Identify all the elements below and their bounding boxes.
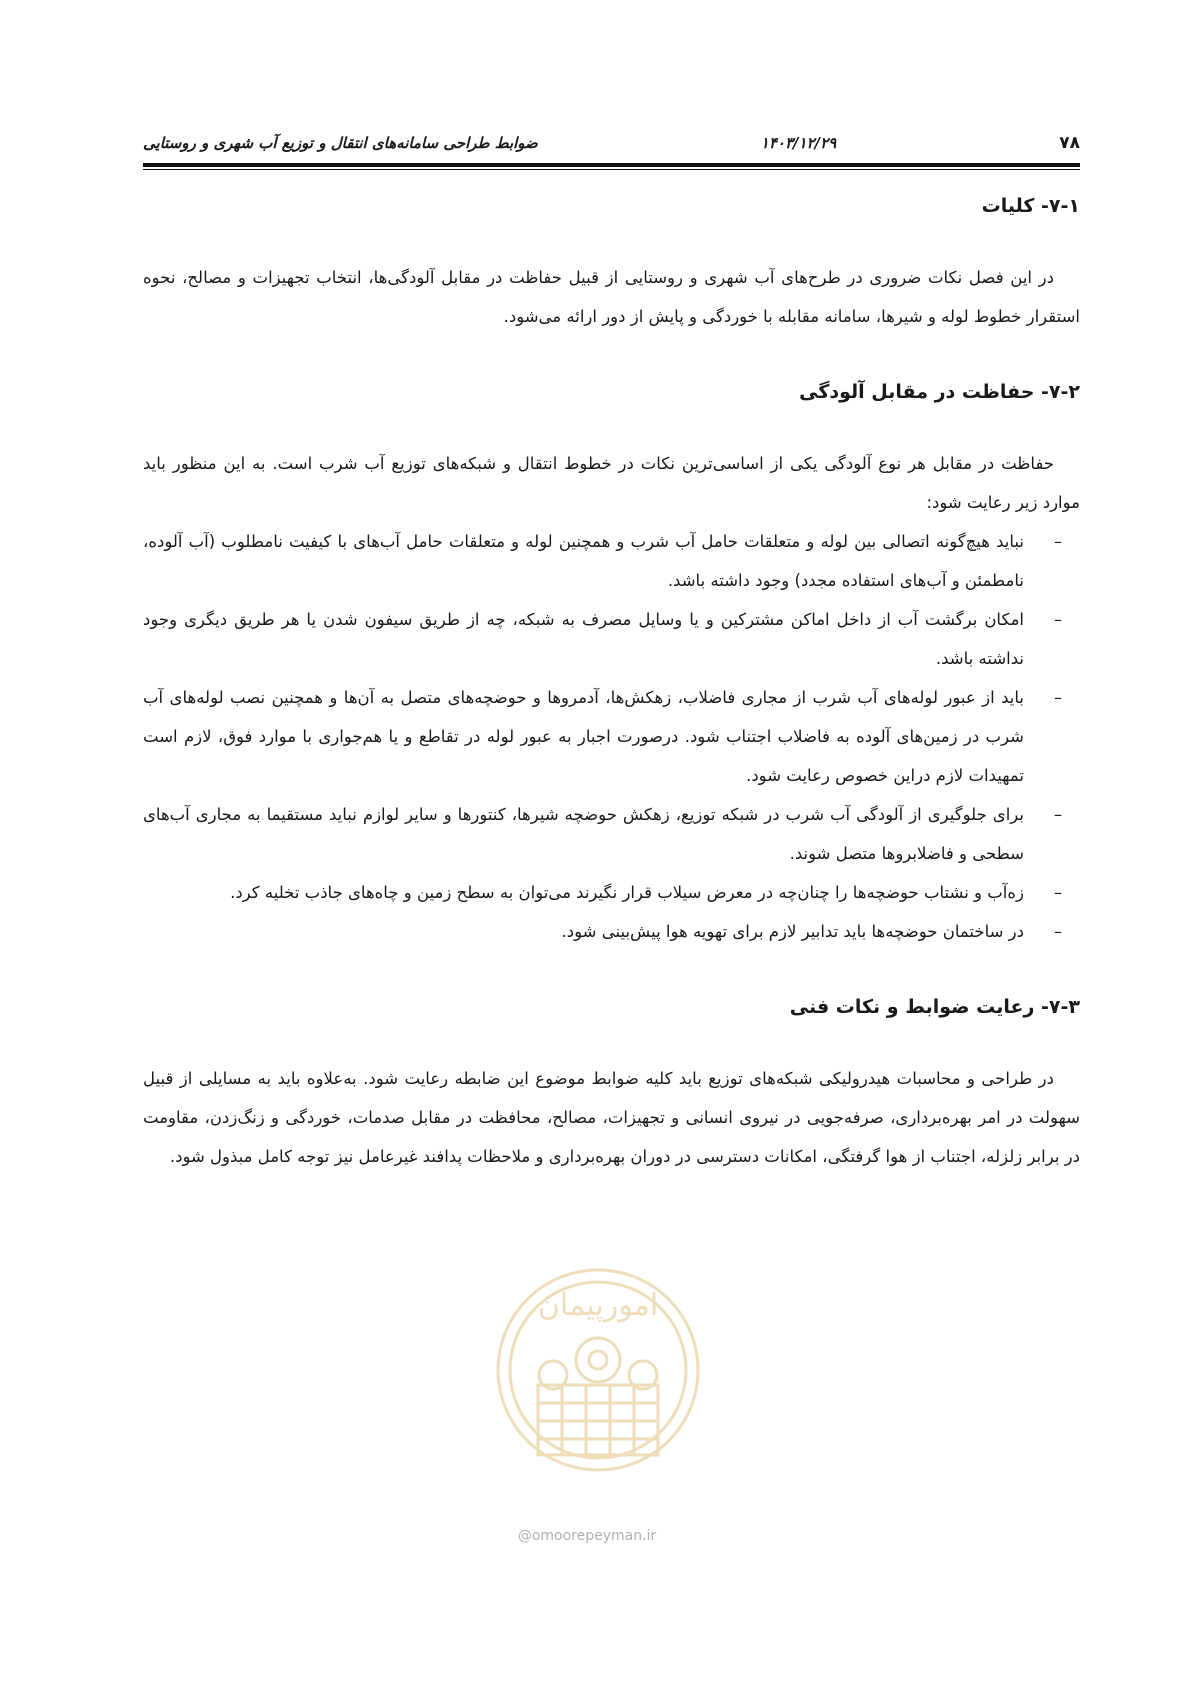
watermark-logo-text: امورپیمان [537, 1288, 659, 1323]
list-item [143, 912, 1080, 951]
list-item-text: نباید هیچ‌گونه اتصالی بین لوله و متعلقات حامل آب شرب و همچنین لوله و متعلقات حامل آب‌های با کیفیت نامطلوب (آب آلوده، نامطمئن و آب‌های استفاده مجدد) وجود داشته باشد. [143, 532, 1024, 590]
list-item-text: امکان برگشت آب از داخل اماکن مشترکین و یا وسایل مصرف به شبکه، چه از طریق سیفون شدن یا هر طریق دیگری وجود نداشته باشد. [143, 610, 1024, 668]
list-item [143, 522, 1080, 600]
bullet-dash: – [1054, 883, 1062, 902]
list-item-text: در ساختمان حوضچه‌ها باید تدابیر لازم برای تهویه هوا پیش‌بینی شود. [561, 922, 1024, 941]
list-item [143, 795, 1080, 873]
list-item [143, 678, 1080, 795]
bullet-dash: – [1054, 532, 1062, 551]
header-rule-thick [143, 163, 1080, 167]
watermark-logo [478, 1235, 718, 1505]
bullet-dash: – [1054, 610, 1062, 629]
page-number: ۷۸ [1059, 133, 1080, 153]
contamination-list [143, 522, 1080, 951]
document-body [143, 184, 1080, 1176]
header-date: ۱۴۰۳/۱۲/۲۹ [760, 134, 837, 152]
list-item [143, 873, 1080, 912]
section-paragraph-general: در این فصل نکات ضروری در طرح‌های آب شهری و روستایی از قبیل حفاظت در مقابل آلودگی‌ها، انتخاب تجهیزات و مصالح، نحوه استقرار خطوط لوله و شیرها، سامانه مقابله با خوردگی و پایش از دور ارائه می‌شود. [143, 268, 1080, 326]
section-heading-contamination: ۷-۲- حفاظت در مقابل آلودگی [799, 381, 1080, 403]
section-paragraph-technical: در طراحی و محاسبات هیدرولیکی شبکه‌های توزیع باید کلیه ضوابط موضوع این ضابطه رعایت شود. به‌علاوه باید به مسایلی از قبیل سهولت در امر بهره‌برداری، صرفه‌جویی در نیروی انسانی و تجهیزات، مصالح، محافظت در مقابل صدمات، خوردگی و زنگ‌زدن، مقاومت در برابر زلزله، اجتناب از هوا گرفتگی، امکانات دسترسی در دوران بهره‌برداری و ملاحظات پدافند غیرعامل نیز توجه کامل مبذول شود. [143, 1069, 1080, 1166]
list-item-text: برای جلوگیری از آلودگی آب شرب در شبکه توزیع، زهکش حوضچه شیرها، کنتورها و سایر لوازم نباید مستقیما به مجاری آب‌های سطحی و فاضلابروها متصل شوند. [143, 805, 1024, 863]
header-rule-thin [143, 169, 1080, 170]
list-item-text: باید از عبور لوله‌های آب شرب از مجاری فاضلاب، زهکش‌ها، آدمروها و حوضچه‌های متصل به آن‌ها و همچنین نصب لوله‌های آب شرب در زمین‌های آلوده به فاضلاب اجتناب شود. درصورت اجبار به عبور لوله در تقاطع و یا هم‌جواری با موارد فوق، لازم است تمهیدات لازم دراین خصوص رعایت شود. [143, 688, 1024, 785]
section-heading-technical: ۷-۳- رعایت ضوابط و نکات فنی [789, 996, 1080, 1018]
bullet-dash: – [1054, 688, 1062, 707]
page-header [143, 128, 1080, 158]
section-paragraph-contamination: حفاظت در مقابل هر نوع آلودگی یکی از اساسی‌ترین نکات در خطوط انتقال و شبکه‌های توزیع آب شرب است. به این منظور باید موارد زیر رعایت شود: [143, 454, 1080, 512]
list-item [143, 600, 1080, 678]
bullet-dash: – [1054, 922, 1062, 941]
bullet-dash: – [1054, 805, 1062, 824]
watermark-gear-icon [576, 1338, 620, 1382]
watermark-url: @omoorepeyman.ir [517, 1528, 657, 1544]
list-item-text: زه‌آب و نشتاب حوضچه‌ها را چنان‌چه در معرض سیلاب قرار نگیرند می‌توان به سطح زمین و چاه‌های جاذب تخلیه کرد. [230, 883, 1024, 902]
header-title: ضوابط طراحی سامانه‌های انتقال و توزیع آب شهری و روستایی [143, 134, 538, 152]
section-heading-general: ۷-۱- کلیات [981, 195, 1080, 217]
